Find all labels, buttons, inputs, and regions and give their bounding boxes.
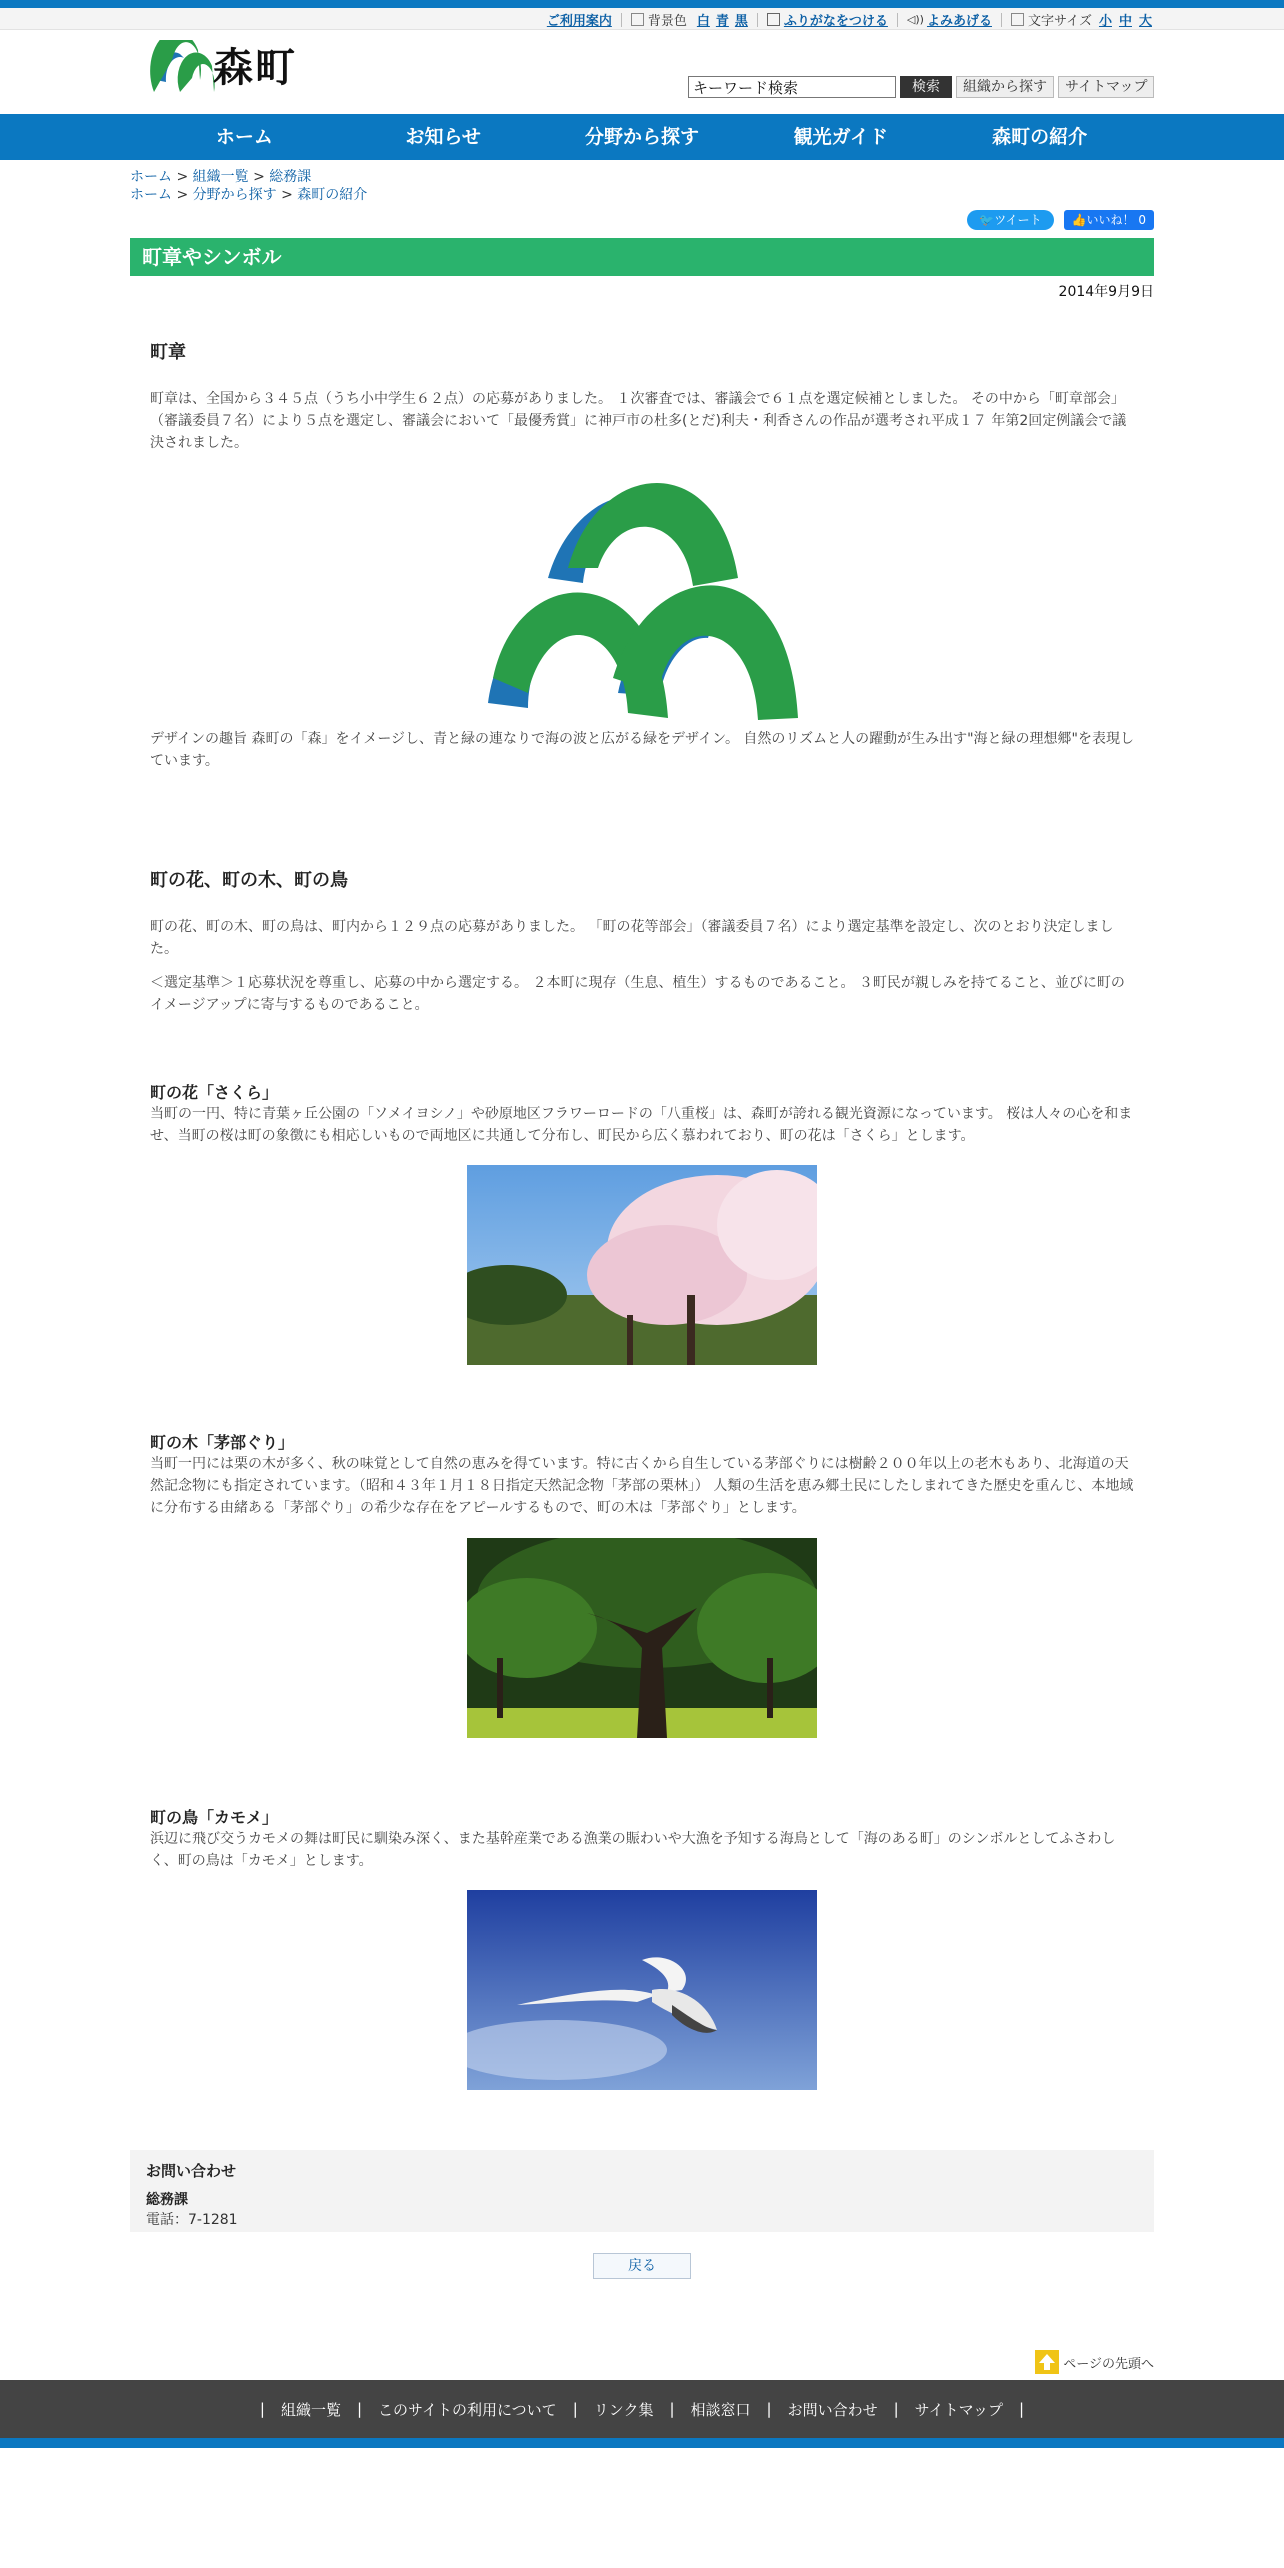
back-button[interactable]: 戻る bbox=[593, 2253, 691, 2279]
divider bbox=[897, 13, 898, 27]
footer-link-org[interactable]: 組織一覧 bbox=[280, 2400, 341, 2419]
emblem-desc-text: デザインの趣旨 森町の「森」をイメージし、青と緑の連なりで海の波と広がる緑をデザイン。 自然のリズムと人の躍動が生み出す"海と緑の理想郷"を表現しています。 bbox=[150, 731, 1134, 769]
main-content bbox=[130, 338, 1154, 454]
speaker-icon: ◁)) bbox=[906, 13, 924, 26]
tree-section bbox=[130, 1430, 1154, 1519]
nav-news[interactable]: お知らせ bbox=[405, 126, 481, 148]
footer-accent-bar bbox=[0, 2438, 1284, 2448]
symbols-section bbox=[130, 866, 1154, 1016]
emblem-description bbox=[130, 728, 1154, 772]
furigana-icon bbox=[767, 13, 780, 26]
global-nav bbox=[0, 114, 1284, 160]
contact-box bbox=[130, 2150, 1154, 2232]
breadcrumb bbox=[130, 168, 1154, 204]
footer-link-consult[interactable]: 相談窓口 bbox=[690, 2400, 751, 2419]
breadcrumb-row: ホーム > 分野から探す > 森町の紹介 bbox=[130, 187, 368, 203]
divider bbox=[621, 13, 622, 27]
emblem-text: 町章は、全国から３４５点（うち小中学生６２点）の応募がありました。 １次審査では、審議会で６１点を選定候補としました。 その中から「町章部会」（審議委員７名）により５点を選定し、審議会において「最優秀賞」に神戸市の杜多(とだ)利夫・利香さんの作品が選考され平成１７ 年第2回定例議会で議決されました。 bbox=[150, 391, 1127, 451]
divider bbox=[1001, 13, 1002, 27]
footer-link-sitemap[interactable]: サイトマップ bbox=[914, 2400, 1004, 2419]
nav-category[interactable]: 分野から探す bbox=[584, 126, 699, 148]
footer-link-terms[interactable]: このサイトの利用について bbox=[378, 2400, 557, 2419]
font-size-options bbox=[1092, 10, 1152, 29]
like-label: いいね！ 0 bbox=[1086, 213, 1146, 227]
breadcrumb-link[interactable]: 総務課 bbox=[269, 169, 312, 185]
cherry-blossom-photo bbox=[467, 1165, 817, 1365]
search-area bbox=[688, 76, 1154, 98]
contact-title: お問い合わせ bbox=[146, 2162, 237, 2180]
org-search-button[interactable]: 組織から探す bbox=[956, 76, 1054, 98]
flower-heading: 町の花「さくら」 bbox=[150, 1083, 279, 1102]
tweet-button[interactable] bbox=[967, 210, 1053, 230]
guide-link[interactable]: ご利用案内 bbox=[546, 14, 612, 29]
contact-phone: 電話：7-1281 bbox=[146, 2212, 238, 2228]
bird-icon: 🐦 bbox=[979, 213, 995, 227]
bg-white-link[interactable]: 白 bbox=[696, 14, 710, 29]
symbols-heading: 町の花、町の木、町の鳥 bbox=[150, 870, 348, 891]
chestnut-tree-photo bbox=[467, 1538, 817, 1738]
read-aloud-link[interactable]: よみあげる bbox=[926, 14, 992, 29]
bg-color-label: 背景色 bbox=[647, 14, 687, 29]
seagull-photo bbox=[467, 1890, 817, 2090]
social-buttons bbox=[967, 210, 1154, 230]
footer-link-contact[interactable]: お問い合わせ bbox=[787, 2400, 878, 2419]
utility-links bbox=[547, 10, 1152, 29]
breadcrumb-link[interactable]: 分野から探す bbox=[192, 187, 277, 203]
breadcrumb-link[interactable]: ホーム bbox=[130, 187, 172, 203]
breadcrumb-row: ホーム > 組織一覧 > 総務課 bbox=[130, 169, 312, 185]
font-size-icon bbox=[1011, 13, 1024, 26]
nav-home[interactable]: ホーム bbox=[215, 126, 273, 148]
page-top-label: ページの先頭へ bbox=[1063, 2356, 1154, 2372]
bg-blue-link[interactable]: 青 bbox=[715, 14, 729, 29]
symbols-text: 町の花、町の木、町の鳥は、町内から１２９点の応募がありました。 「町の花等部会」（審議委員７名）により選定基準を設定し、次のとおり決定しました。 bbox=[150, 919, 1114, 957]
nav-about[interactable]: 森町の紹介 bbox=[992, 126, 1088, 148]
bg-black-link[interactable]: 黒 bbox=[734, 14, 748, 29]
town-emblem-image bbox=[488, 468, 798, 726]
nav-tourism[interactable]: 観光ガイド bbox=[793, 126, 888, 148]
page-title: 町章やシンボル bbox=[130, 238, 1154, 276]
tree-heading: 町の木「茅部ぐり」 bbox=[150, 1433, 295, 1452]
footer-links: | 組織一覧 | このサイトの利用について | リンク集 | 相談窓口 | お問い合わせ | サイトマップ | bbox=[0, 2380, 1284, 2438]
font-medium-link[interactable]: 中 bbox=[1118, 14, 1132, 29]
breadcrumb-link[interactable]: ホーム bbox=[130, 169, 172, 185]
thumbs-up-icon: 👍 bbox=[1071, 213, 1087, 227]
flower-text: 当町の一円、特に青葉ヶ丘公園の「ソメイヨシノ」や砂原地区フラワーロードの「八重桜」は、森町が誇れる観光資源になっています。 桜は人々の心を和ませ、当町の桜は町の象徴にも相応しいもので両地区に共通して分布し、町民から広く慕われており、町の花は「さくら」とします。 bbox=[150, 1106, 1133, 1144]
font-small-link[interactable]: 小 bbox=[1098, 14, 1112, 29]
search-input[interactable] bbox=[688, 76, 896, 98]
utility-bar bbox=[0, 8, 1284, 30]
criteria-text: ＜選定基準＞１応募状況を尊重し、応募の中から選定する。 ２本町に現存（生息、植生）するものであること。 ３町民が親しみを持てること、並びに町のイメージアップに寄与するものであること。 bbox=[150, 975, 1125, 1013]
footer-link-links[interactable]: リンク集 bbox=[593, 2400, 654, 2419]
flower-section bbox=[130, 1080, 1154, 1147]
like-button[interactable] bbox=[1064, 210, 1154, 230]
contact-dept: 総務課 bbox=[146, 2192, 188, 2208]
site-name[interactable]: 森町 bbox=[213, 45, 297, 91]
furigana-link[interactable]: ふりがなをつける bbox=[783, 14, 888, 29]
search-button[interactable]: 検索 bbox=[900, 76, 952, 98]
bird-text: 浜辺に飛び交うカモメの舞は町民に馴染み深く、また基幹産業である漁業の賑わいや大漁を予知する海鳥として「海のある町」のシンボルとしてふさわしく、町の鳥は「カモメ」とします。 bbox=[150, 1831, 1116, 1869]
sitemap-button[interactable]: サイトマップ bbox=[1058, 76, 1154, 98]
tree-text: 当町一円には栗の木が多く、秋の味覚として自然の恵みを得ています。特に古くから自生している茅部ぐりには樹齢２００年以上の老木もあり、北海道の天然記念物にも指定されています。（昭和４３年１月１８日指定天然記念物「茅部の栗林」） 人類の生活を恵み郷土民にしたしまれてきた歴史を重んじ、本地域に分布する由緒ある「茅部ぐり」の希少な存在をアピールするもので、町の木は「茅部ぐり」とします。 bbox=[150, 1456, 1134, 1516]
emblem-heading: 町章 bbox=[150, 342, 186, 363]
divider bbox=[757, 13, 758, 27]
bird-section bbox=[130, 1805, 1154, 1872]
breadcrumb-link[interactable]: 森町の紹介 bbox=[297, 187, 368, 203]
top-accent-bar bbox=[0, 0, 1284, 8]
up-arrow-icon bbox=[1035, 2350, 1059, 2374]
font-large-link[interactable]: 大 bbox=[1138, 14, 1152, 29]
bird-heading: 町の鳥「カモメ」 bbox=[150, 1808, 279, 1827]
breadcrumb-link[interactable]: 組織一覧 bbox=[192, 169, 249, 185]
site-header bbox=[0, 30, 1284, 114]
font-size-label: 文字サイズ bbox=[1027, 14, 1092, 29]
page-top-link[interactable] bbox=[1035, 2350, 1154, 2374]
tweet-label: ツイート bbox=[994, 213, 1042, 227]
publish-date: 2014年9月9日 bbox=[1058, 284, 1154, 300]
background-color-icon bbox=[631, 13, 644, 26]
